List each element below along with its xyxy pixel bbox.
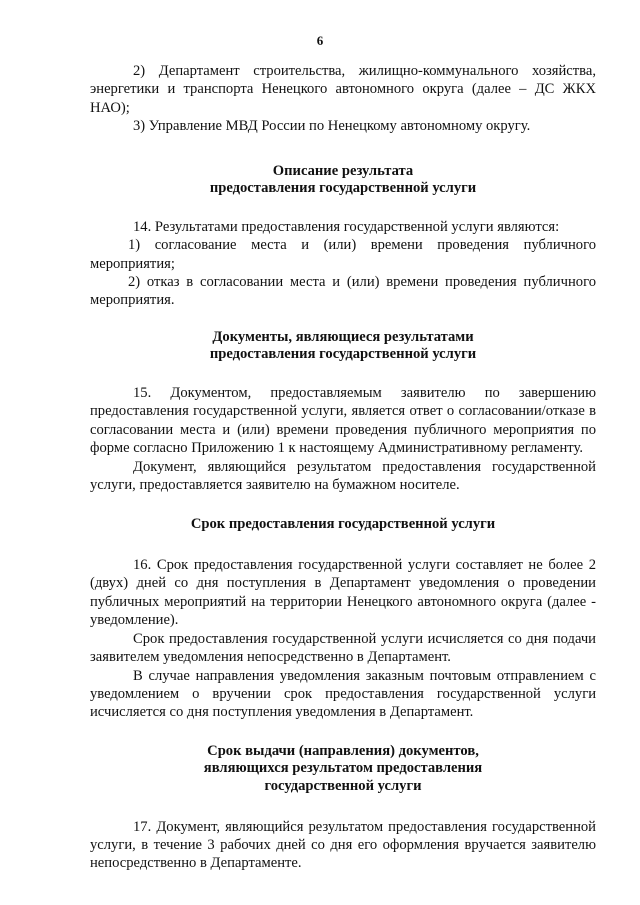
heading-line: предоставления государственной услуги [209, 346, 477, 363]
paragraph-15: 15. Документом, предоставляемым заявителю по завершению предоставления государственной услуги, является ответ о согласовании/отказе в согласовании места и (или) времени проведения публичного мероприятия по форме согласно Приложению 1 к настоящему Административному регламенту. [90, 385, 596, 457]
heading-service-term [90, 516, 596, 534]
page-number: 6 [316, 33, 324, 48]
paragraph-agency-3: 3) Управление МВД России по Ненецкому автономному округу. [133, 118, 531, 135]
heading-result-documents [90, 329, 596, 364]
heading-line: Срок предоставления государственной услуги [190, 516, 496, 533]
paragraph-16-calculation: Срок предоставления государственной услуги исчисляется со дня подачи заявителем уведомления непосредственно в Департамент. [90, 630, 596, 666]
heading-issue-term [90, 743, 596, 796]
paragraph-agency-2: 2) Департамент строительства, жилищно-коммунального хозяйства, энергетики и транспорта Ненецкого автономного округа (далее – ДС ЖКХ НАО); [90, 63, 596, 116]
paragraph-16: 16. Срок предоставления государственной услуги составляет не более 2 (двух) дней со дня поступления в Департамент уведомления о проведении публичных мероприятий на территории Ненецкого автономного округа (далее - уведомление). [90, 557, 596, 629]
heading-line: являющихся результатом предоставления [203, 760, 483, 777]
paragraph-14-item-2: 2) отказ в согласовании места и (или) времени проведения публичного мероприятия. [90, 274, 596, 309]
paragraph-17: 17. Документ, являющийся результатом предоставления государственной услуги, в течение 3 рабочих дней со дня его оформления вручается заявителю непосредственно в Департаменте. [90, 818, 596, 872]
heading-line: Документы, являющиеся результатами [212, 328, 474, 345]
heading-line: предоставления государственной услуги [209, 180, 477, 197]
paragraph-15-continuation: Документ, являющийся результатом предоставления государственной услуги, предоставляется заявителю на бумажном носителе. [90, 458, 596, 494]
document-body [90, 62, 596, 873]
heading-line: Описание результата [272, 162, 414, 179]
heading-line: государственной услуги [264, 777, 422, 794]
paragraph-14: 14. Результатами предоставления государственной услуги являются: [133, 218, 560, 235]
paragraph-16-postal: В случае направления уведомления заказным почтовым отправлением с уведомлением о вручении срок предоставления государственной услуги исчисляется со дня поступления уведомления в Департамент. [90, 667, 596, 721]
heading-result-description [90, 163, 596, 198]
heading-line: Срок выдачи (направления) документов, [207, 742, 479, 759]
paragraph-14-item-1: 1) согласование места и (или) времени проведения публичного мероприятия; [90, 237, 596, 272]
